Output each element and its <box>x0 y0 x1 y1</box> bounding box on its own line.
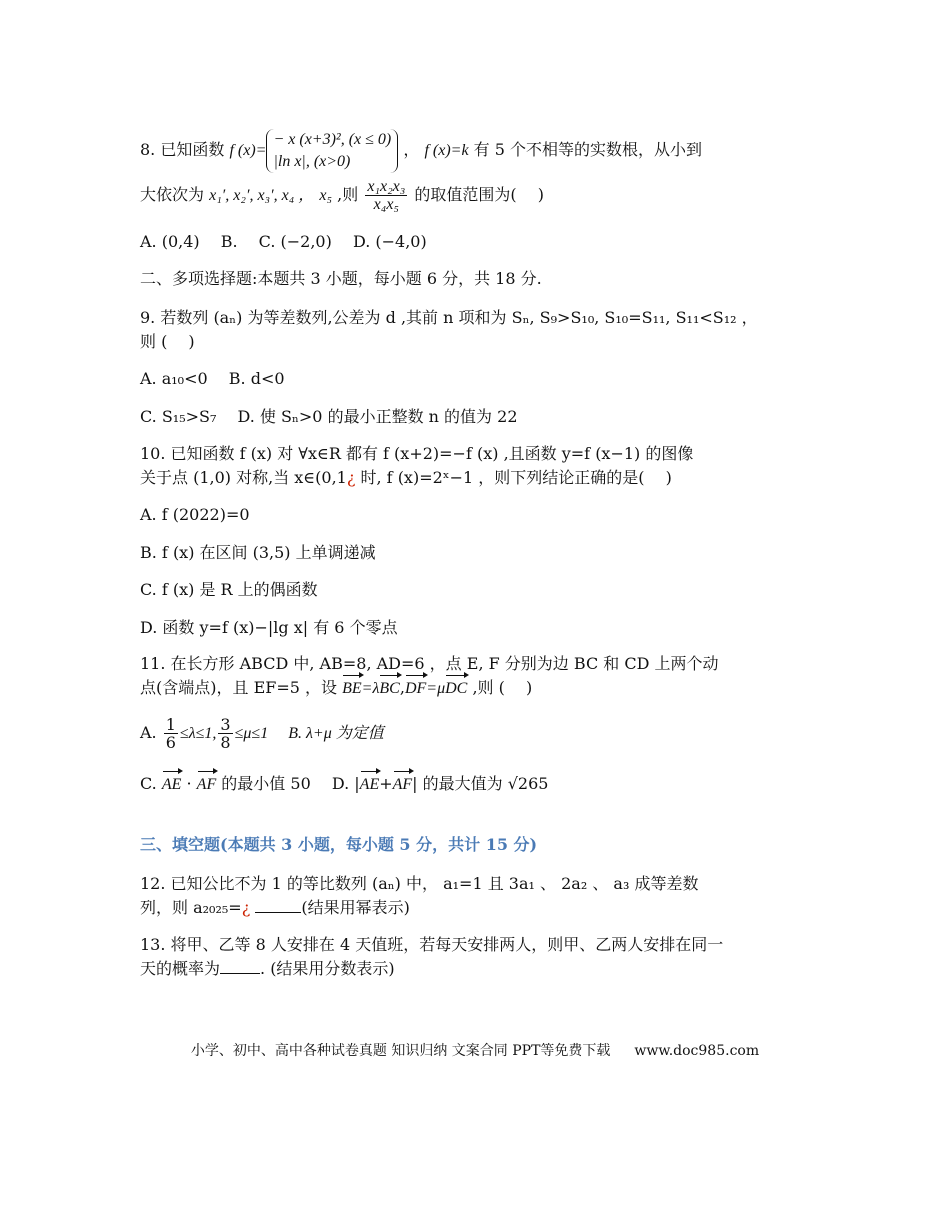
q11-frac1-den: 6 <box>165 733 176 752</box>
q10-option-d: D. 函数 y=f (x)−|lg x| 有 6 个零点 <box>140 618 398 637</box>
vector-ae: AE <box>162 773 182 797</box>
q11-line2 <box>140 676 532 701</box>
q11-option-a-label: A. <box>140 723 157 742</box>
q12-line2-b: (结果用幂表示) <box>301 898 410 917</box>
q11-fraction-1 <box>164 716 178 751</box>
q11-line2-text: 点(含端点)，且 EF=5 ，设 <box>140 678 338 697</box>
q13-line2 <box>140 957 395 981</box>
q11-plus: + <box>379 774 393 793</box>
q10-option-a: A. f (2022)=0 <box>140 505 250 524</box>
q8-equation: f (x)=k <box>424 142 469 159</box>
q8-function-name: f (x)= <box>229 142 267 159</box>
q11-option-c-text: 的最小值 50 D. | <box>216 774 360 793</box>
q9-line2: 则 ( ) <box>140 332 195 351</box>
q12-answer-blank <box>255 898 301 913</box>
q11-mu-range-option-b: ≤μ≤1 B. λ+μ 为定值 <box>234 725 384 742</box>
q8-piecewise <box>266 129 398 173</box>
q12-garbled-char: ¿ <box>241 898 251 917</box>
q13-answer-blank <box>220 959 260 974</box>
q11-options-ab <box>140 710 384 757</box>
q8-piece1: − x (x+3)², (x ≤ 0) <box>273 130 392 148</box>
q8-text: 已知函数 <box>160 140 225 159</box>
q11-comma: , <box>399 678 405 697</box>
q11-line1: 11. 在长方形 ABCD 中, AB=8, AD=6 ，点 E, F 分别为边 BC 和 CD 上两个动 <box>140 654 719 673</box>
q10-line1: 10. 已知函数 f (x) 对 ∀x∈R 都有 f (x+2)=−f (x) ,且函数 y=f (x−1) 的图像 <box>140 444 694 463</box>
q8-then: ,则 <box>337 185 359 204</box>
q11-frac2-num: 3 <box>220 715 231 734</box>
footer-text: 小学、初中、高中各种试卷真题 知识归纳 文案合同 PPT等免费下载 <box>190 1043 611 1059</box>
q8-line2 <box>140 172 544 219</box>
q11-lambda-range: ≤λ≤1, <box>179 725 217 742</box>
q8-roots: x₁′, x₂′, x₃′, x₄ ， <box>209 187 315 204</box>
q8-fraction-numerator: x₁x₂x₃ <box>367 178 406 195</box>
q8-text-c: 有 5 个不相等的实数根，从小到 <box>473 140 703 159</box>
q13-line1: 13. 将甲、乙等 8 人安排在 4 天值班，若每天安排两人，则甲、乙两人安排在同一 <box>140 935 724 954</box>
vector-af: AF <box>197 773 217 797</box>
vector-af-2: AF <box>393 773 413 797</box>
q9-options-cd: C. S₁₅>S₇ D. 使 Sₙ>0 的最小正整数 n 的值为 22 <box>140 407 518 426</box>
q11-option-d-text: | 的最大值为 √265 <box>412 774 549 793</box>
q8-piece2: |ln x|, (x>0) <box>273 152 351 170</box>
q8-number: 8. <box>140 140 156 159</box>
q8-x5: x₅ <box>319 187 333 204</box>
q11-frac2-den: 8 <box>220 733 231 752</box>
vector-df: DF <box>405 677 426 701</box>
q12-line1: 12. 已知公比不为 1 的等比数列 (aₙ) 中， a₁=1 且 3a₁ 、 2a₂ 、 a₃ 成等差数 <box>140 874 699 893</box>
q11-lambda-eq: =λ <box>361 680 380 697</box>
vector-dc: DC <box>445 677 467 701</box>
vector-be: BE <box>342 677 362 701</box>
q8-line1 <box>140 122 702 179</box>
q13-line2-a: 天的概率为 <box>140 959 221 978</box>
q12-line2-a: 列，则 a₂₀₂₅= <box>140 898 242 917</box>
page-footer <box>0 1040 950 1060</box>
q10-option-b: B. f (x) 在区间 (3,5) 上单调递减 <box>140 543 376 562</box>
q8-comma: ， <box>403 140 420 159</box>
q11-options-cd <box>140 772 548 797</box>
section3-heading: 三、填空题(本题共 3 小题，每小题 5 分，共计 15 分) <box>140 835 538 854</box>
q9-line1: 9. 若数列 (aₙ) 为等差数列,公差为 d ,其前 n 项和为 Sₙ, S₉>S₁₀, S₁₀=S₁₁, S₁₁<S₁₂ ， <box>140 308 758 327</box>
q12-line2 <box>140 896 410 920</box>
q9-options-ab: A. a₁₀<0 B. d<0 <box>140 369 285 388</box>
vector-bc: BC <box>379 677 399 701</box>
q11-option-c-label: C. <box>140 774 157 793</box>
q8-options: A. (0,4) B. C. (−2,0) D. (−4,0) <box>140 232 427 251</box>
section2-heading: 二、多项选择题:本题共 3 小题，每小题 6 分，共 18 分. <box>140 269 542 288</box>
q8-ask: 的取值范围为( ) <box>414 185 544 204</box>
q10-line2 <box>140 466 672 490</box>
vector-ae-2: AE <box>360 773 380 797</box>
q11-frac1-num: 1 <box>165 715 176 734</box>
q8-line2-text: 大依次为 <box>140 185 205 204</box>
q11-mu-eq: =μ <box>426 680 446 697</box>
q10-line2-a: 关于点 (1,0) 对称,当 x∈(0,1 <box>140 468 347 487</box>
q10-option-c: C. f (x) 是 R 上的偶函数 <box>140 580 318 599</box>
q8-fraction <box>365 178 407 213</box>
footer-url[interactable]: www.doc985.com <box>634 1043 760 1059</box>
q11-fraction-2 <box>218 716 232 751</box>
q11-ask: ,则 ( ) <box>472 678 533 697</box>
q13-line2-b: . (结果用分数表示) <box>260 959 395 978</box>
q8-fraction-denominator: x₄x₅ <box>373 196 399 213</box>
q10-line2-b: 时, f (x)=2ˣ−1 ，则下列结论正确的是( ) <box>355 468 672 487</box>
q10-garbled-char: ¿ <box>346 468 356 487</box>
q11-dot: · <box>181 774 197 793</box>
